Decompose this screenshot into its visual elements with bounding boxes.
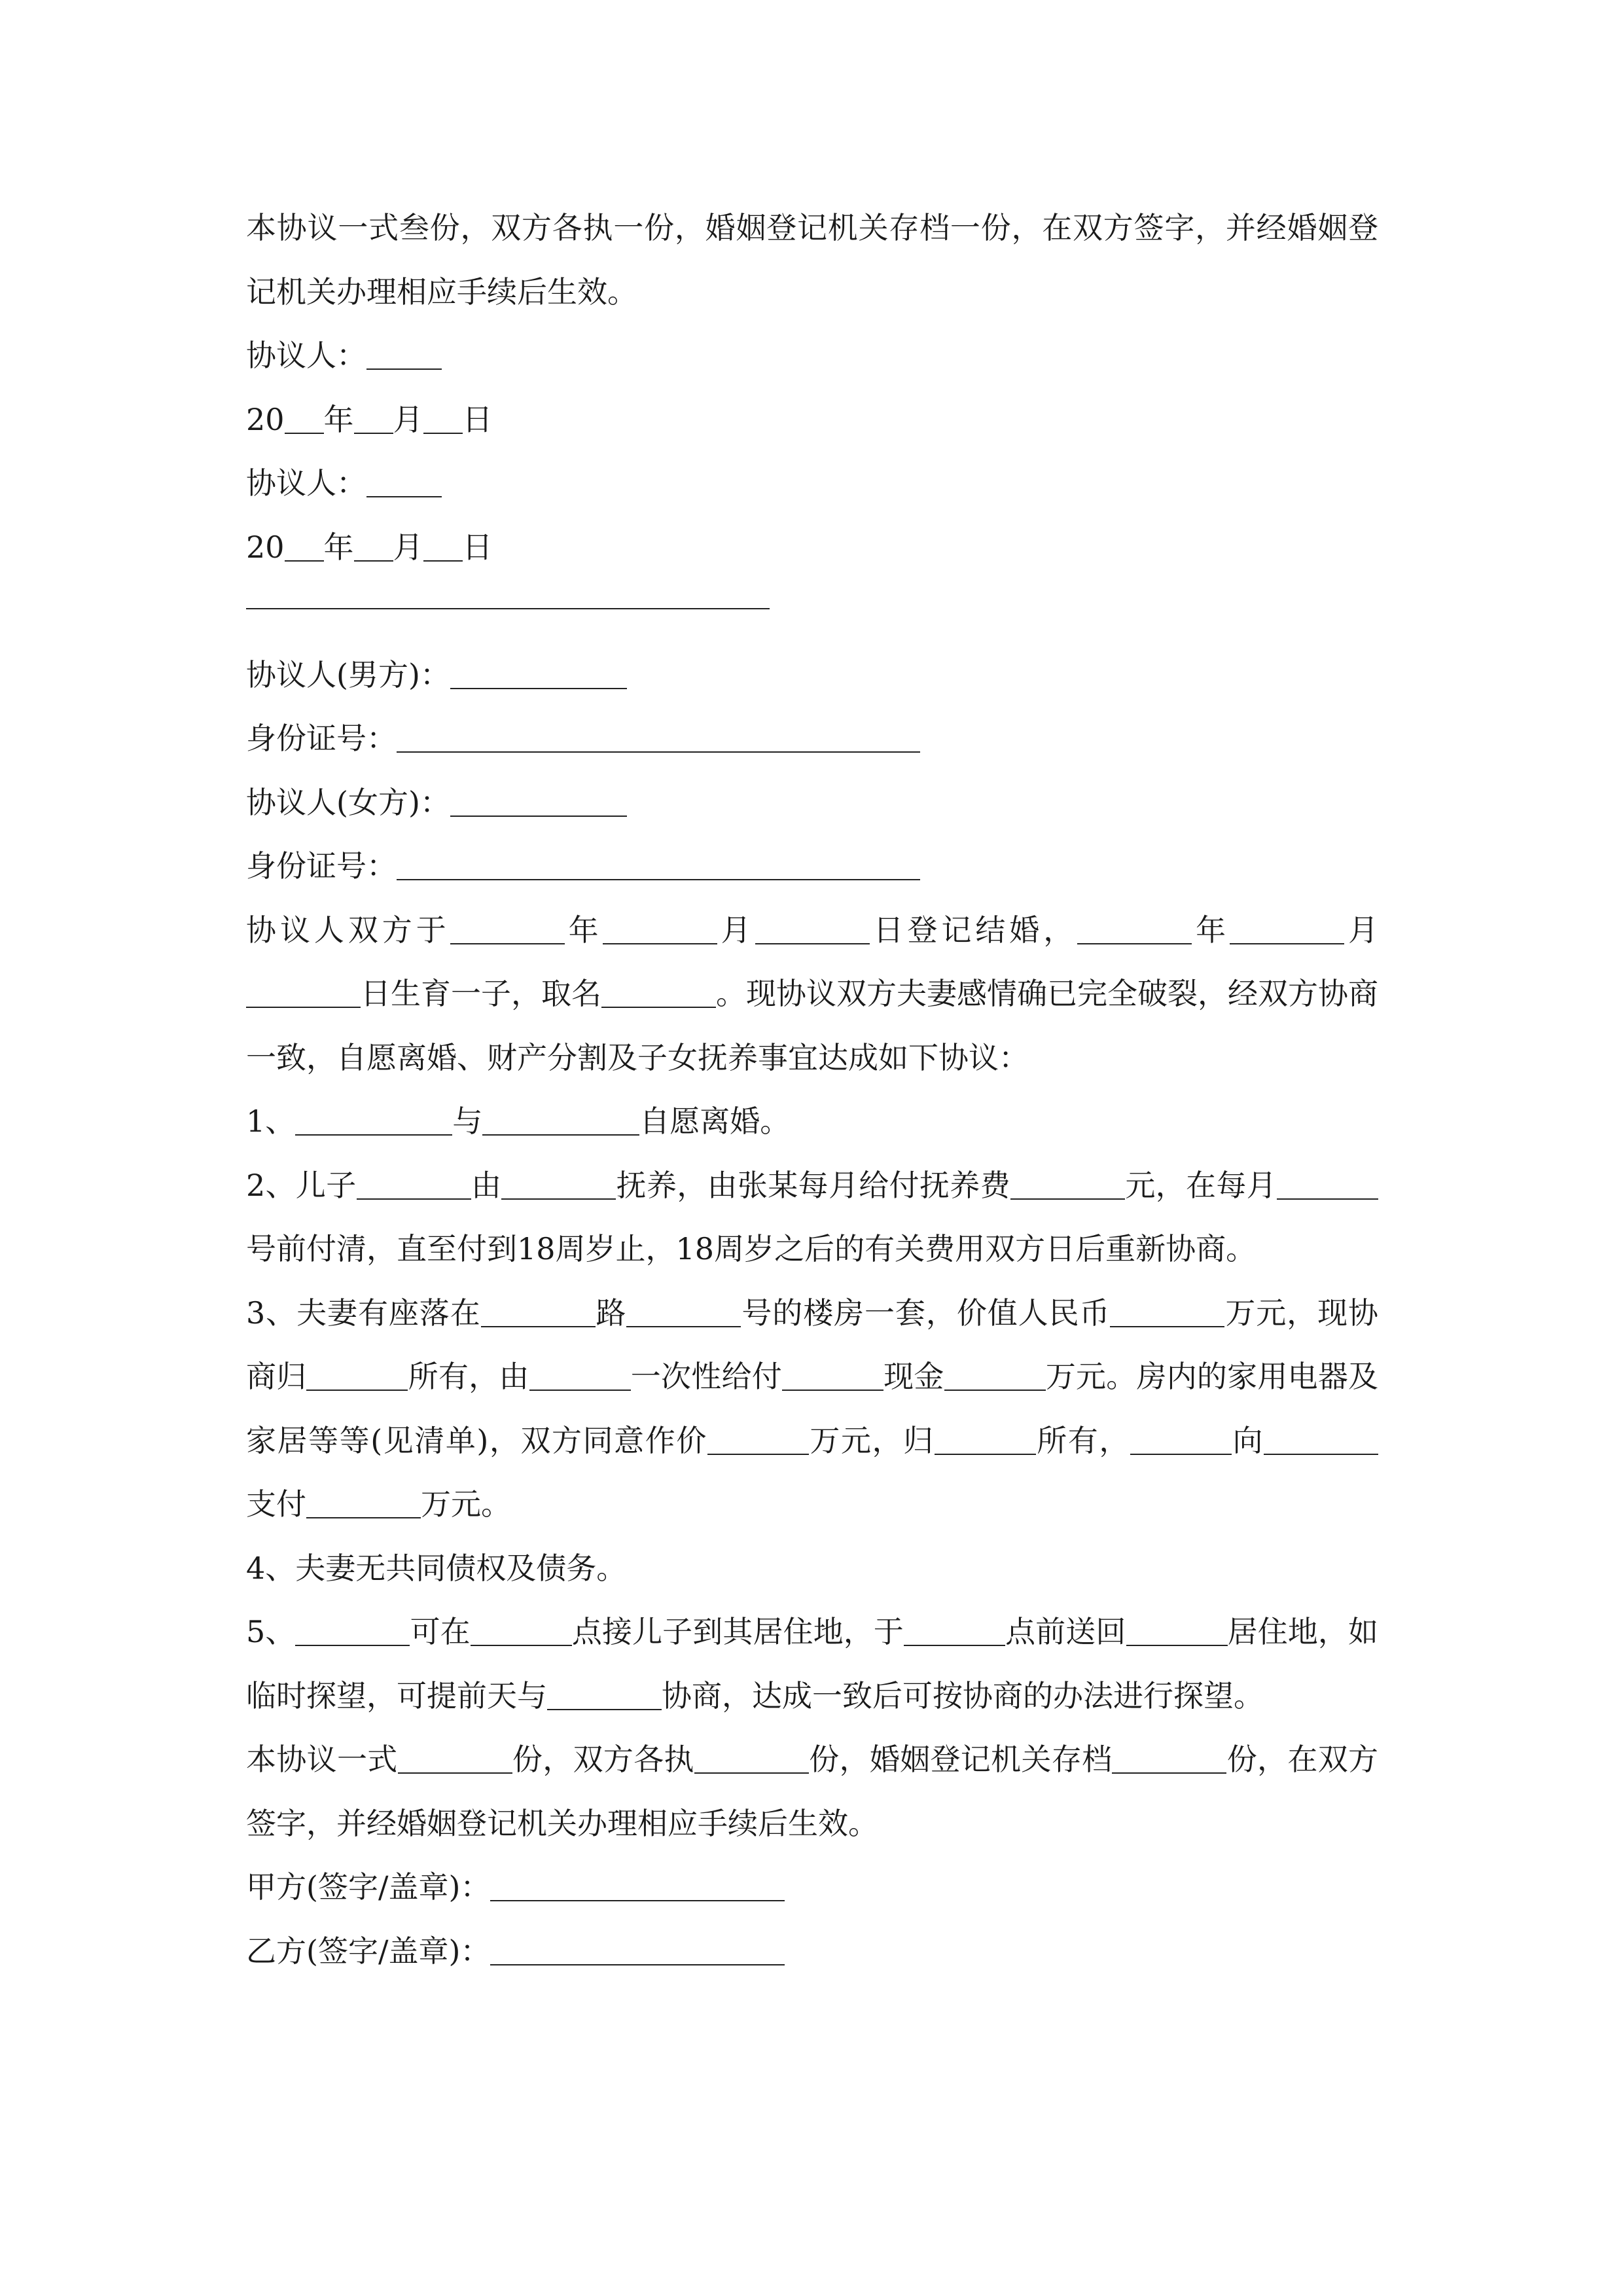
clause-2-child-blank[interactable] [357,1168,471,1200]
ending-each-blank[interactable] [694,1742,809,1774]
document-page [246,196,1378,1983]
date-2-day-label: 日 [462,529,493,565]
clause-1-text-1: 与 [452,1103,483,1139]
male-party-field [246,643,1378,708]
date-1-day-label: 日 [462,401,493,437]
clause-3-text-11: 向 [1231,1422,1264,1458]
party-b-signature [246,1920,1378,1984]
clause-3-text-5: 所有，由 [408,1359,529,1394]
clause-3-value-blank[interactable] [1110,1296,1224,1327]
clause-1 [246,1090,1378,1154]
intro-text-6: 月 [1344,912,1379,948]
female-party-label: 协议人(女方)： [246,784,450,820]
clause-3-text-8: 万元。房内的家用电器及家居等等(见清单)，双方同意作价 [246,1359,1379,1458]
intro-text-5: 年 [1192,912,1230,948]
clause-3-pay-amount-blank[interactable] [306,1487,421,1518]
paragraph-ending [246,1728,1378,1856]
clause-5-return-to-blank[interactable] [1126,1615,1228,1646]
signer-2-label: 协议人： [246,465,366,501]
clause-3-text-4: 万元，现协商归 [246,1295,1379,1394]
date-2-year-blank[interactable] [285,530,324,562]
clause-2-text-3: 抚养，由张某每月给付抚养费 [616,1167,1010,1203]
clause-3-road-blank[interactable] [481,1296,596,1327]
clause-3-text-10: 所有， [1035,1422,1130,1458]
birth-month-blank[interactable] [1230,913,1344,944]
intro-text-3: 月 [717,912,755,948]
date-1-month-label: 月 [393,401,423,437]
marriage-month-blank[interactable] [603,913,717,944]
date-2-month-blank[interactable] [354,530,393,562]
female-id-field [246,834,1378,899]
date-1-year-label: 年 [323,401,354,437]
intro-text-7: 日生育一子，取名 [361,976,601,1011]
clause-5-text-4: 点前送回 [1005,1614,1126,1649]
party-a-label: 甲方(签字/盖章)： [246,1869,491,1905]
clause-2-day-blank[interactable] [1277,1168,1378,1200]
party-b-signature-blank[interactable] [490,1934,785,1965]
paragraph-copies: 本协议一式叁份，双方各执一份，婚姻登记机关存档一份，在双方签字，并经婚姻登记机关办理相应手续后生效。 [246,210,1378,310]
intro-text-1: 协议人双方于 [246,912,450,948]
party-a-signature [246,1856,1378,1920]
ending-text-2: 份，双方各执 [512,1742,694,1777]
male-id-blank[interactable] [397,721,920,753]
clause-3-cash-blank[interactable] [944,1359,1046,1391]
male-party-label: 协议人(男方)： [246,656,450,692]
signer-1-label: 协议人： [246,338,366,373]
date-1-prefix: 20 [246,401,285,437]
clause-3-from-blank[interactable] [1130,1424,1232,1455]
date-1-month-blank[interactable] [354,403,393,434]
female-id-blank[interactable] [397,849,920,880]
clause-5-visitor-blank[interactable] [295,1615,410,1646]
signer-2-blank[interactable] [366,466,442,497]
signer-1 [246,324,1378,388]
clause-2-text-2: 由 [471,1167,502,1203]
date-2 [246,516,1378,580]
date-1-year-blank[interactable] [285,403,324,434]
date-2-prefix: 20 [246,529,285,565]
clause-1-party-a-blank[interactable] [295,1104,452,1136]
clause-2-guardian-blank[interactable] [501,1168,616,1200]
marriage-year-blank[interactable] [450,913,565,944]
clause-5-pickup-time-blank[interactable] [471,1615,572,1646]
clause-2-text-1: 2、儿子 [246,1167,357,1203]
date-1 [246,388,1378,452]
clause-3-appliance-value-blank[interactable] [707,1424,809,1455]
clause-3-text-7: 现金 [883,1359,944,1394]
female-party-field [246,771,1378,835]
birth-year-blank[interactable] [1077,913,1192,944]
clause-5-text-3: 点接儿子到其居住地，于 [571,1614,904,1649]
party-b-label: 乙方(签字/盖章)： [246,1933,491,1969]
clause-3-text-2: 路 [595,1295,627,1331]
ending-copies-blank[interactable] [398,1742,512,1774]
clause-1-party-b-blank[interactable] [482,1104,639,1136]
date-2-month-label: 月 [393,529,423,565]
clause-3-text-6: 一次性给付 [630,1359,782,1394]
male-id-field [246,707,1378,771]
female-id-label: 身份证号： [246,848,397,884]
intro-text-2: 年 [564,912,603,948]
clause-3-text-9: 万元，归 [808,1422,935,1458]
clause-4: 4、夫妻无共同债权及债务。 [246,1550,627,1586]
clause-3-number-blank[interactable] [626,1296,741,1327]
clause-3-text-12: 支付 [246,1486,306,1522]
ending-text-3: 份，婚姻登记机关存档 [808,1742,1113,1777]
male-id-label: 身份证号： [246,721,397,756]
clause-1-number: 1、 [246,1103,296,1139]
ending-archive-blank[interactable] [1112,1742,1226,1774]
clause-3-appliance-owner-blank[interactable] [935,1424,1036,1455]
clause-3-text-1: 3、夫妻有座落在 [246,1295,481,1331]
female-party-blank[interactable] [450,785,627,817]
marriage-day-blank[interactable] [755,913,870,944]
clause-3-owner-blank[interactable] [306,1359,408,1391]
clause-2 [246,1154,1378,1282]
clause-3-to-blank[interactable] [1264,1424,1378,1455]
child-name-blank[interactable] [601,977,716,1008]
clause-5-text-5: 居住地，如临时探望，可提前天与 [246,1614,1379,1713]
section-divider [246,579,1378,643]
clause-1-text-2: 自愿离婚。 [639,1103,791,1139]
date-2-day-blank[interactable] [423,530,463,562]
clause-5-negotiate-blank[interactable] [547,1679,662,1710]
paragraph-intro [246,899,1378,1090]
clause-5-return-time-blank[interactable] [904,1615,1005,1646]
date-1-day-blank[interactable] [423,403,463,434]
clause-2-amount-blank[interactable] [1010,1168,1125,1200]
clause-3-text-3: 号的楼房一套，价值人民币 [741,1295,1111,1331]
ending-text-1: 本协议一式 [246,1742,398,1777]
clause-3-text-13: 万元。 [421,1486,511,1522]
date-2-year-label: 年 [323,529,354,565]
birth-day-blank[interactable] [246,977,361,1008]
clause-5-text-2: 可在 [410,1614,471,1649]
party-a-signature-blank[interactable] [490,1870,785,1901]
clause-3 [246,1282,1378,1537]
clause-5-text-1: 5、 [246,1614,296,1649]
clause-3-payee-blank[interactable] [782,1359,883,1391]
signer-1-blank[interactable] [366,338,442,370]
clause-5 [246,1600,1378,1728]
clause-2-text-4: 元，在每月 [1124,1167,1277,1203]
intro-text-8: 。现协议双方夫妻感情确已完全破裂，经双方协商一致，自愿离婚、财产分割及子女抚养事宜达成如下协议： [246,976,1378,1075]
clause-3-payer-blank[interactable] [529,1359,631,1391]
signer-2 [246,452,1378,516]
clause-2-text-5: 号前付清，直至付到18周岁止，18周岁之后的有关费用双方日后重新协商。 [246,1231,1257,1266]
intro-text-4: 日登记结婚， [869,912,1078,948]
male-party-blank[interactable] [450,658,627,689]
clause-5-text-6: 协商，达成一致后可按协商的办法进行探望。 [662,1677,1264,1713]
ending-text-4: 份，在双方签字，并经婚姻登记机关办理相应手续后生效。 [246,1742,1379,1841]
